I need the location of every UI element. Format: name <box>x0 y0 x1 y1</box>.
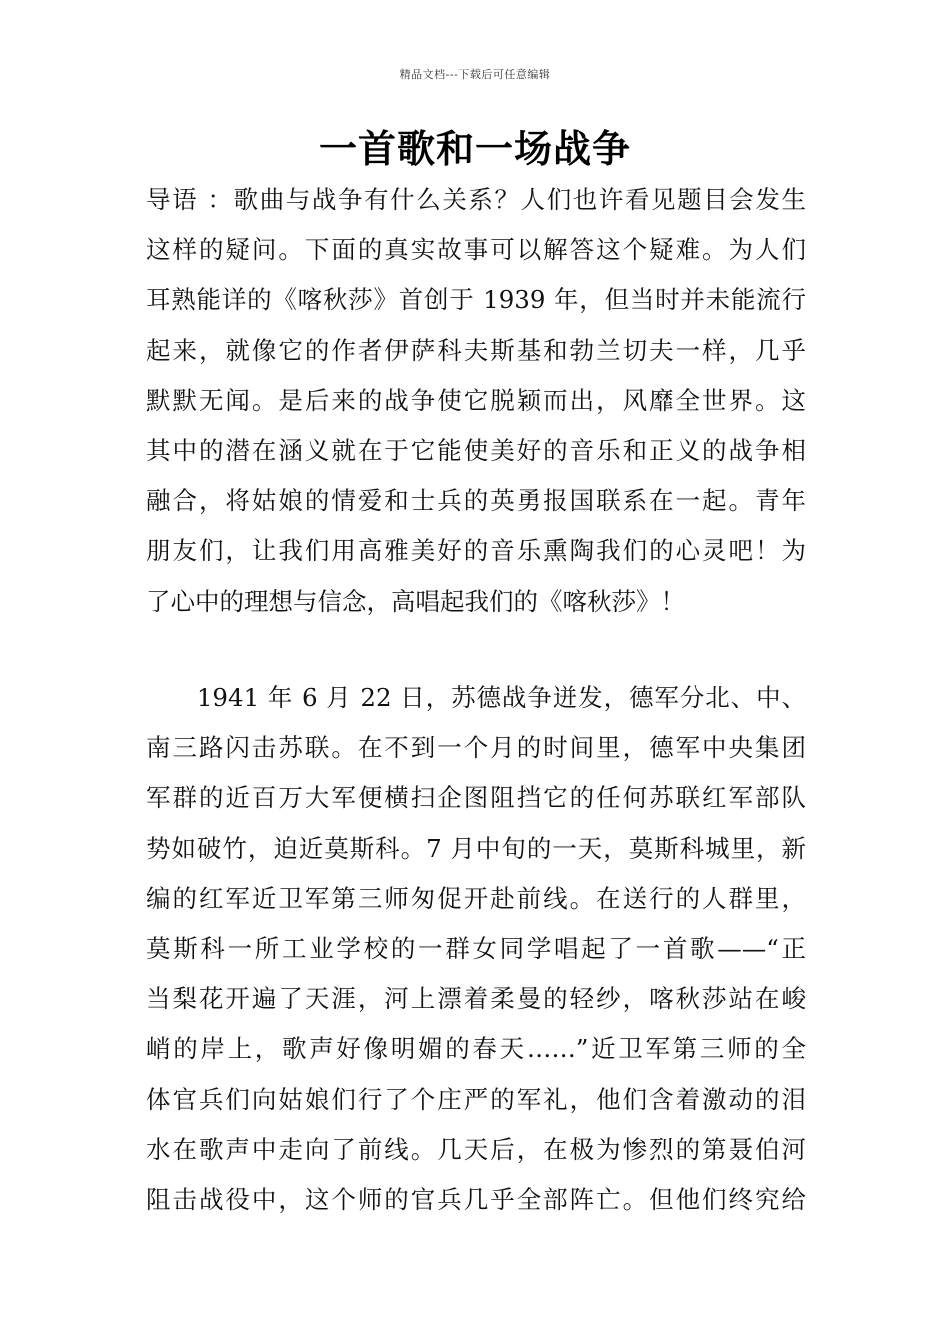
intro-line: 导语 ：歌曲与战争有什么关系？人们也许看见题目会发生 <box>146 185 806 214</box>
body-line: 体官兵们向姑娘们行了个庄严的军礼，他们含着激动的泪 <box>146 1084 806 1114</box>
intro-line: 起来，就像它的作者伊萨科夫斯基和勃兰切夫一样，几乎 <box>146 335 806 365</box>
body-line: 势如破竹，迫近莫斯科。7 月中旬的一天，莫斯科城里，新 <box>146 833 806 863</box>
intro-paragraph <box>146 175 806 627</box>
intro-line: 融合，将姑娘的情爱和士兵的英勇报国联系在一起。青年 <box>146 486 806 516</box>
intro-line: 这样的疑问。下面的真实故事可以解答这个疑难。为人们 <box>146 235 806 265</box>
intro-line: 耳熟能详的《喀秋莎》首创于 1939 年，但当时并未能流行 <box>146 285 806 315</box>
intro-line: 默默无闻。是后来的战争使它脱颖而出，风靡全世界。这 <box>146 385 806 415</box>
intro-line: 其中的潜在涵义就在于它能使美好的音乐和正义的战争相 <box>146 435 806 465</box>
body-line: 编的红军近卫军第三师匆促开赴前线。在送行的人群里， <box>146 883 806 913</box>
page-header: 精品文档---下载后可任意编辑 <box>399 68 551 81</box>
body-line: 当梨花开遍了天涯，河上漂着柔曼的轻纱，喀秋莎站在峻 <box>146 984 806 1014</box>
body-line: 莫斯科一所工业学校的一群女同学唱起了一首歌——“正 <box>146 933 806 963</box>
intro-line: 了心中的理想与信念，高唱起我们的《喀秋莎》！ <box>146 586 685 616</box>
body-line: 峭的岸上，歌声好像明媚的春天……”近卫军第三师的全 <box>146 1034 806 1064</box>
body-line: 阻击战役中，这个师的官兵几乎全部阵亡。但他们终究给 <box>146 1184 806 1214</box>
body-line: 南三路闪击苏联。在不到一个月的时间里，德军中央集团 <box>146 733 806 763</box>
body-paragraph <box>146 673 806 1225</box>
document-title: 一首歌和一场战争 <box>318 127 631 171</box>
intro-line: 朋友们，让我们用高雅美好的音乐熏陶我们的心灵吧！为 <box>146 536 806 566</box>
body-line: 水在歌声中走向了前线。几天后，在极为惨烈的第聂伯河 <box>146 1134 806 1164</box>
body-line: 军群的近百万大军便横扫企图阻挡它的任何苏联红军部队 <box>146 783 806 813</box>
body-line: 1941 年 6 月 22 日，苏德战争迸发，德军分北、中、 <box>146 683 806 712</box>
